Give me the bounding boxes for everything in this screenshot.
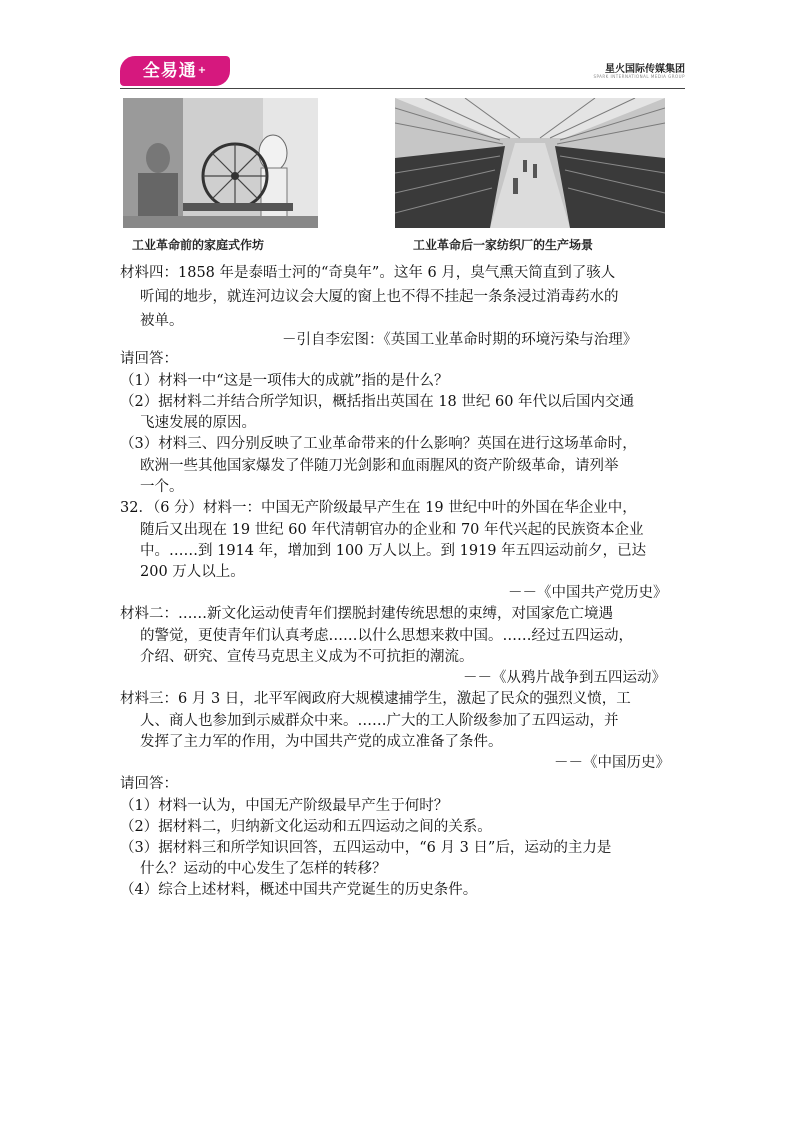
publisher-name: 星火国际传媒集团 bbox=[605, 64, 685, 75]
material-4-line-1: 材料四：1858 年是泰晤士河的“奇臭年”。这年 6 月，臭气熏天简直到了骇人 bbox=[120, 265, 616, 281]
logo bbox=[120, 56, 230, 86]
material-4-line-2: 听闻的地步，就连河边议会大厦的窗上也不得不挂起一条条浸过消毒药水的 bbox=[140, 289, 619, 305]
logo-text: 全易通 bbox=[142, 61, 197, 81]
header-divider bbox=[120, 88, 685, 89]
q32-question-3-line-2: 什么？运动的中心发生了怎样的转移？ bbox=[140, 861, 387, 877]
questions-heading: 请回答： bbox=[120, 351, 178, 367]
q32-question-4: （4）综合上述材料，概述中国共产党诞生的历史条件。 bbox=[120, 882, 478, 898]
question-1: （1）材料一中“这是一项伟大的成就”指的是什么？ bbox=[120, 373, 449, 389]
q32-material-3-line-3: 发挥了主力军的作用，为中国共产党的成立准备了条件。 bbox=[140, 734, 503, 750]
question-2-line-1: （2）据材料二并结合所学知识，概括指出英国在 18 世纪 60 年代以后国内交通 bbox=[120, 394, 635, 410]
logo-mark: + bbox=[197, 65, 208, 76]
q32-material-1-line-1: 32．（6 分）材料一：中国无产阶级最早产生在 19 世纪中叶的外国在华企业中， bbox=[120, 500, 637, 516]
question-3-line-1: （3）材料三、四分别反映了工业革命带来的什么影响？英国在进行这场革命时， bbox=[120, 436, 637, 452]
question-2-line-2: 飞速发展的原因。 bbox=[140, 415, 256, 431]
material-4-line-3: 被单。 bbox=[140, 313, 184, 329]
q32-material-2-line-2: 的警觉，更使青年们认真考虑……以什么思想来救中国。……经过五四运动， bbox=[140, 628, 633, 644]
q32-question-2: （2）据材料二，归纳新文化运动和五四运动之间的关系。 bbox=[120, 819, 492, 835]
q32-question-3-line-1: （3）据材料三和所学知识回答，五四运动中，“6 月 3 日”后，运动的主力是 bbox=[120, 840, 612, 856]
textile-factory-illustration bbox=[395, 98, 665, 228]
q32-material-2-line-1: 材料二：……新文化运动使青年们摆脱封建传统思想的束缚，对国家危亡境遇 bbox=[120, 606, 613, 622]
publisher-subtitle: SPARK INTERNATIONAL MEDIA GROUP bbox=[593, 74, 685, 79]
q32-material-1-line-4: 200 万人以上。 bbox=[140, 564, 245, 580]
q32-question-1: （1）材料一认为，中国无产阶级最早产生于何时？ bbox=[120, 798, 449, 814]
home-workshop-illustration bbox=[123, 98, 318, 228]
q32-material-3-source: －－《中国历史》 bbox=[554, 755, 670, 771]
material-4-source: －引自李宏图：《英国工业革命时期的环境污染与治理》 bbox=[282, 332, 638, 348]
q32-material-3-line-1: 材料三：6 月 3 日，北平军阀政府大规模逮捕学生，激起了民众的强烈义愤，工 bbox=[120, 691, 631, 707]
figure-caption-textile-factory: 工业革命后一家纺织厂的生产场景 bbox=[413, 238, 594, 252]
figure-caption-home-workshop: 工业革命前的家庭式作坊 bbox=[132, 238, 265, 252]
question-3-line-3: 一个。 bbox=[140, 479, 184, 495]
q32-material-2-source: －－《从鸦片战争到五四运动》 bbox=[463, 670, 666, 686]
q32-material-1-source: －－《中国共产党历史》 bbox=[508, 585, 668, 601]
q32-material-3-line-2: 人、商人也参加到示威群众中来。……广大的工人阶级参加了五四运动，并 bbox=[140, 713, 619, 729]
q32-material-1-line-3: 中。……到 1914 年，增加到 100 万人以上。到 1919 年五四运动前夕，已达 bbox=[140, 543, 647, 559]
q32-material-2-line-3: 介绍、研究、宣传马克思主义成为不可抗拒的潮流。 bbox=[140, 649, 474, 665]
q32-material-1-line-2: 随后又出现在 19 世纪 60 年代清朝官办的企业和 70 年代兴起的民族资本企业 bbox=[140, 522, 644, 538]
q32-questions-heading: 请回答： bbox=[120, 776, 178, 792]
question-3-line-2: 欧洲一些其他国家爆发了伴随刀光剑影和血雨腥风的资产阶级革命，请列举 bbox=[140, 458, 619, 474]
